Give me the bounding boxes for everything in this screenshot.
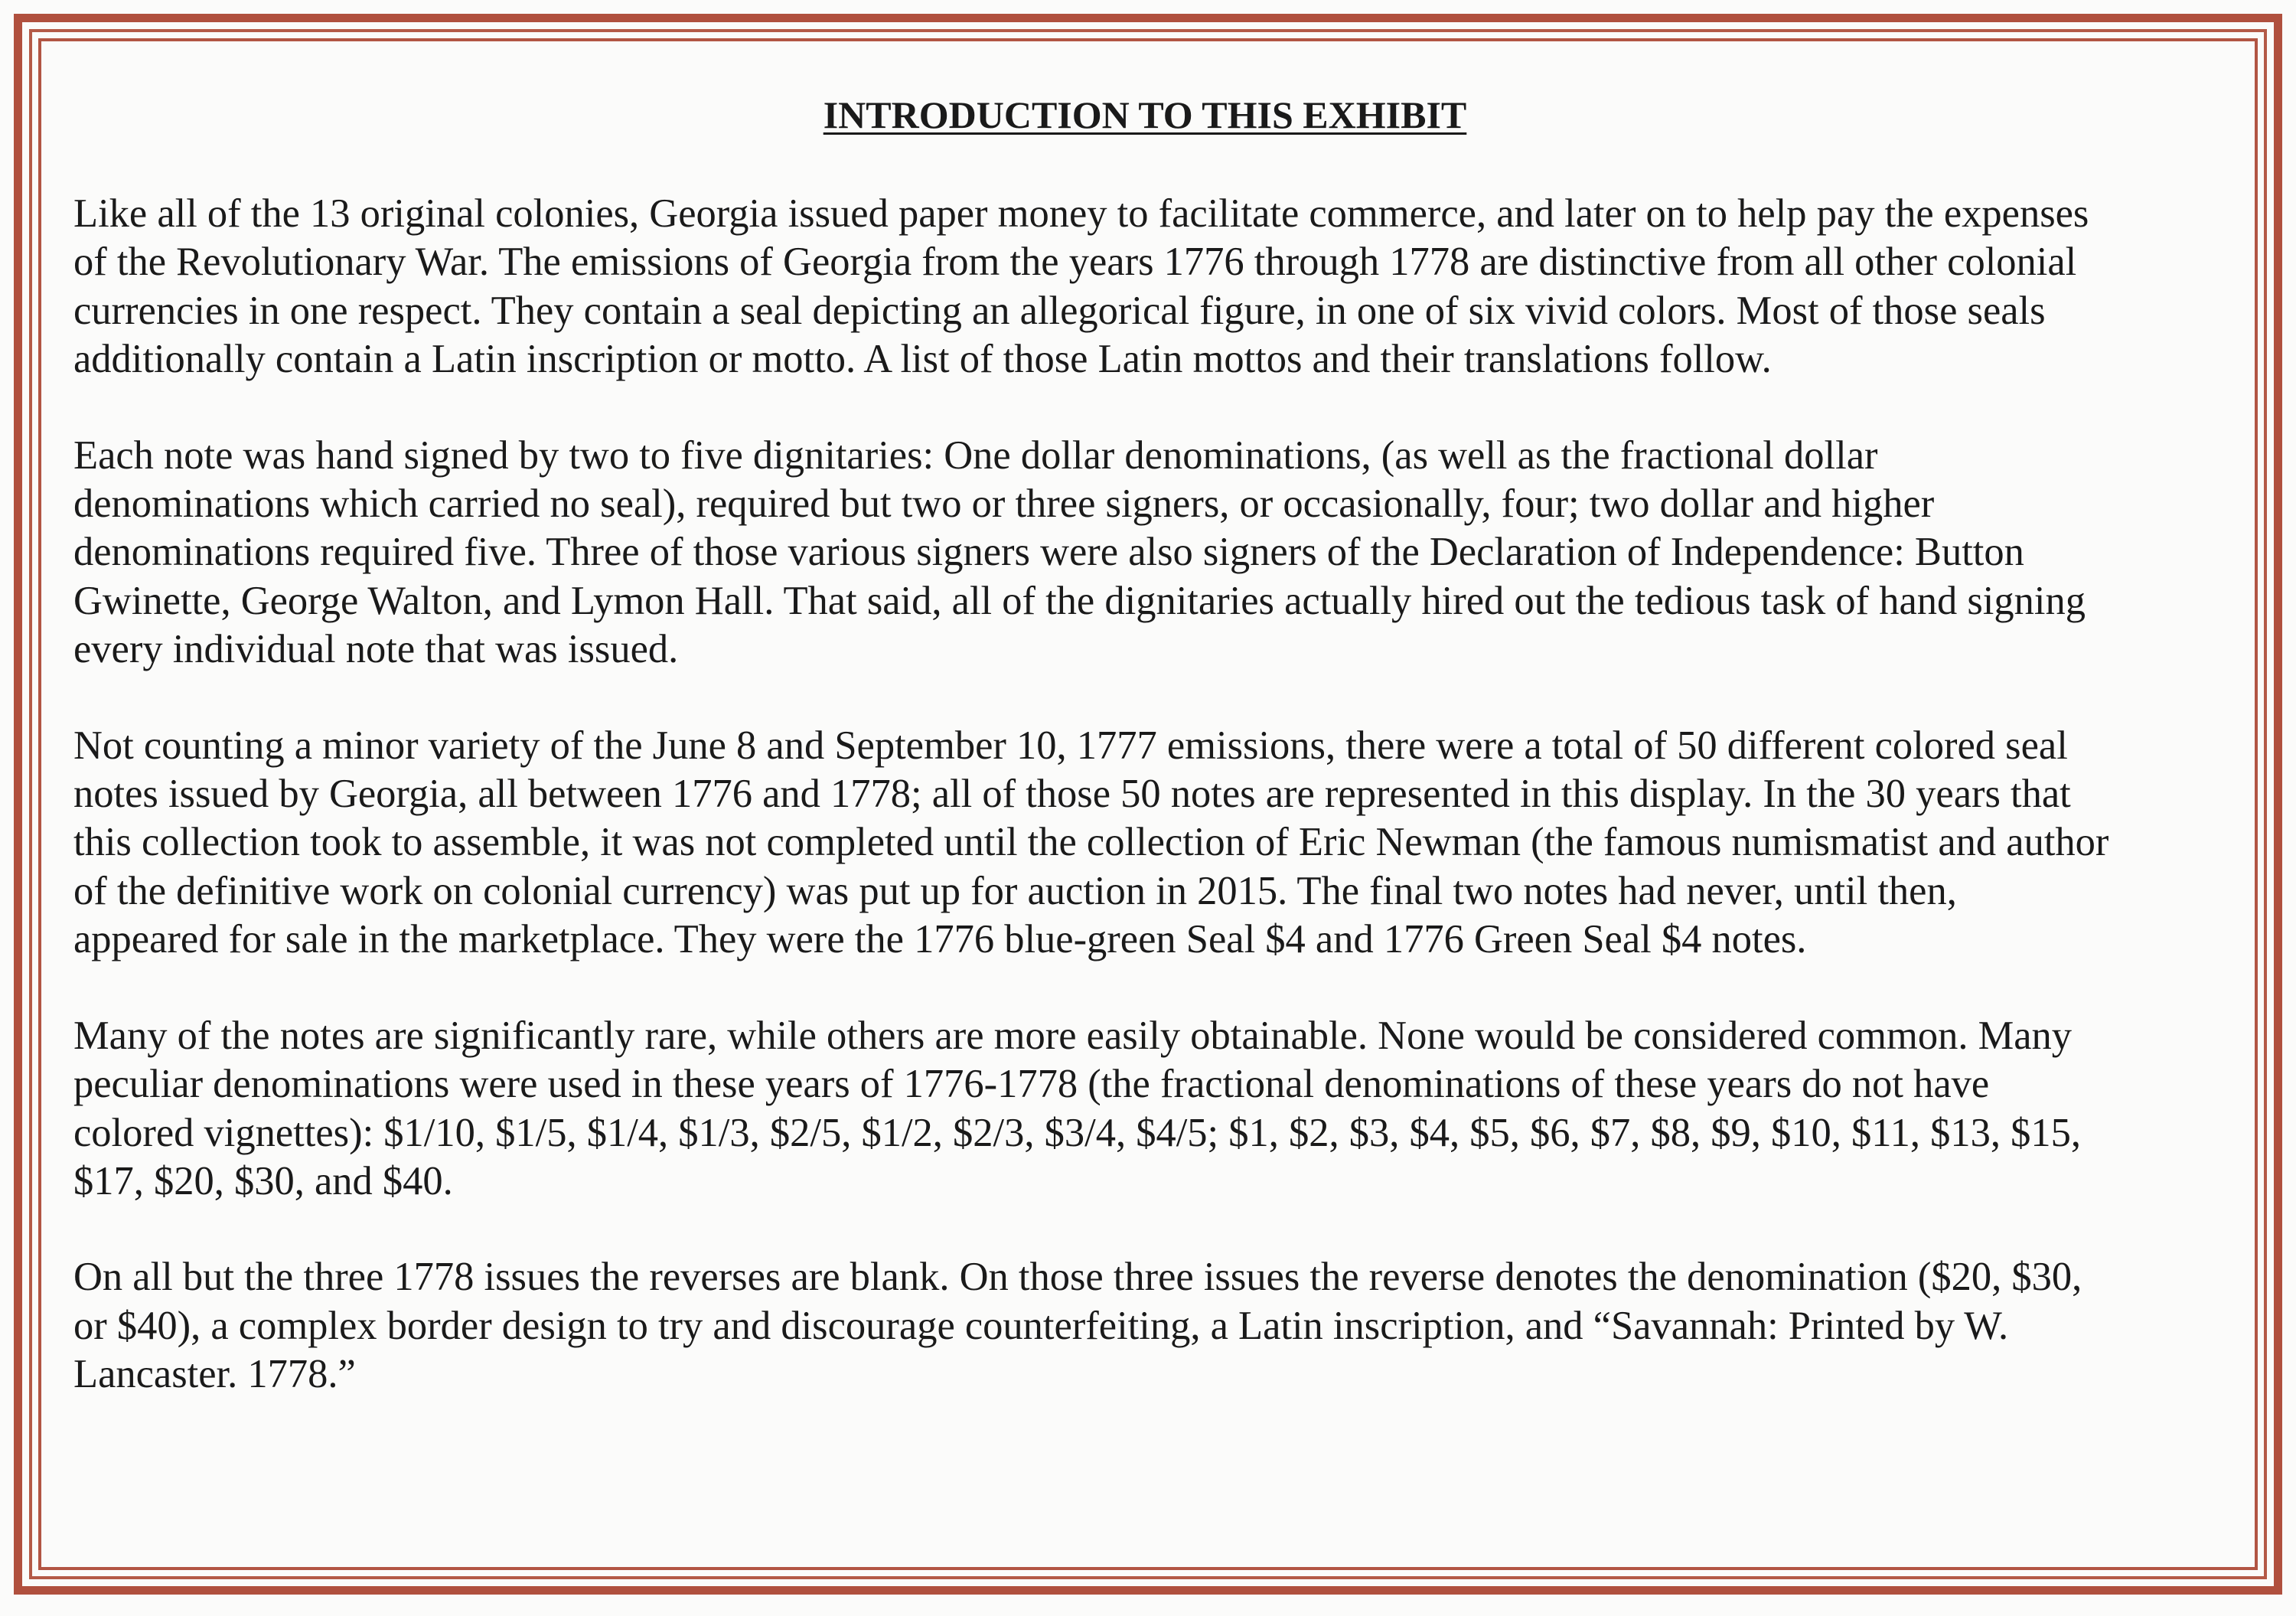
text-line: additionally contain a Latin inscription or motto. A list of those Latin mottos and their translations follow. xyxy=(73,337,1772,382)
page-title: INTRODUCTION TO THIS EXHIBIT xyxy=(823,93,1467,136)
paragraph-collection xyxy=(73,722,2216,965)
text-line: peculiar denominations were used in these years of 1776-1778 (the fractional denominations of these years do not have xyxy=(73,1062,1990,1107)
paragraph-reverses xyxy=(73,1253,2216,1399)
text-line: Like all of the 13 original colonies, Georgia issued paper money to facilitate commerce, and later on to help pay the expenses xyxy=(73,191,2089,236)
text-line: every individual note that was issued. xyxy=(73,627,679,672)
text-line: of the Revolutionary War. The emissions of Georgia from the years 1776 through 1778 are distinctive from all other colonial xyxy=(73,240,2077,285)
text-line: this collection took to assemble, it was not completed until the collection of Eric Newman (the famous numismatist and author xyxy=(73,820,2109,865)
text-line: or $40), a complex border design to try and discourage counterfeiting, a Latin inscription, and “Savannah: Printed by W. xyxy=(73,1303,2009,1348)
text-line: $17, $20, $30, and $40. xyxy=(73,1158,453,1203)
text-line: Not counting a minor variety of the June 8 and September 10, 1777 emissions, there were a total of 50 different colored seal xyxy=(73,723,2068,768)
paragraph-intro xyxy=(73,190,2216,384)
text-line: colored vignettes): $1/10, $1/5, $1/4, $1/3, $2/5, $1/2, $2/3, $3/4, $4/5; $1, $2, $3, $4, $5, $6, $7, $8, $9, $10, $11, $13, $15, xyxy=(73,1110,2081,1155)
text-line: denominations which carried no seal), required but two or three signers, or occasionally, four; two dollar and higher xyxy=(73,482,1935,527)
text-line: Gwinette, George Walton, and Lymon Hall. That said, all of the dignitaries actually hired out the tedious task of hand signing xyxy=(73,578,2086,623)
document-body xyxy=(73,90,2216,1447)
paragraph-signers xyxy=(73,432,2216,674)
text-line: Many of the notes are significantly rare, while others are more easily obtainable. None would be considered common. Many xyxy=(73,1013,2073,1058)
text-line: appeared for sale in the marketplace. They were the 1776 blue-green Seal $4 and 1776 Green Seal $4 notes. xyxy=(73,917,1807,962)
text-line: currencies in one respect. They contain a seal depicting an allegorical figure, in one of six vivid colors. Most of those seals xyxy=(73,288,2046,333)
text-line: notes issued by Georgia, all between 1776 and 1778; all of those 50 notes are represented in this display. In the 30 years that xyxy=(73,772,2071,817)
text-line: Each note was hand signed by two to five dignitaries: One dollar denominations, (as well as the fractional dollar xyxy=(73,433,1878,478)
paragraph-denominations xyxy=(73,1012,2216,1206)
text-line: of the definitive work on colonial currency) was put up for auction in 2015. The final two notes had never, until then, xyxy=(73,868,1957,913)
text-line: Lancaster. 1778.” xyxy=(73,1352,356,1397)
text-line: On all but the three 1778 issues the reverses are blank. On those three issues the reverse denotes the denomination ($20, $30, xyxy=(73,1255,2082,1300)
text-line: denominations required five. Three of those various signers were also signers of the Declaration of Independence: Button xyxy=(73,530,2024,575)
